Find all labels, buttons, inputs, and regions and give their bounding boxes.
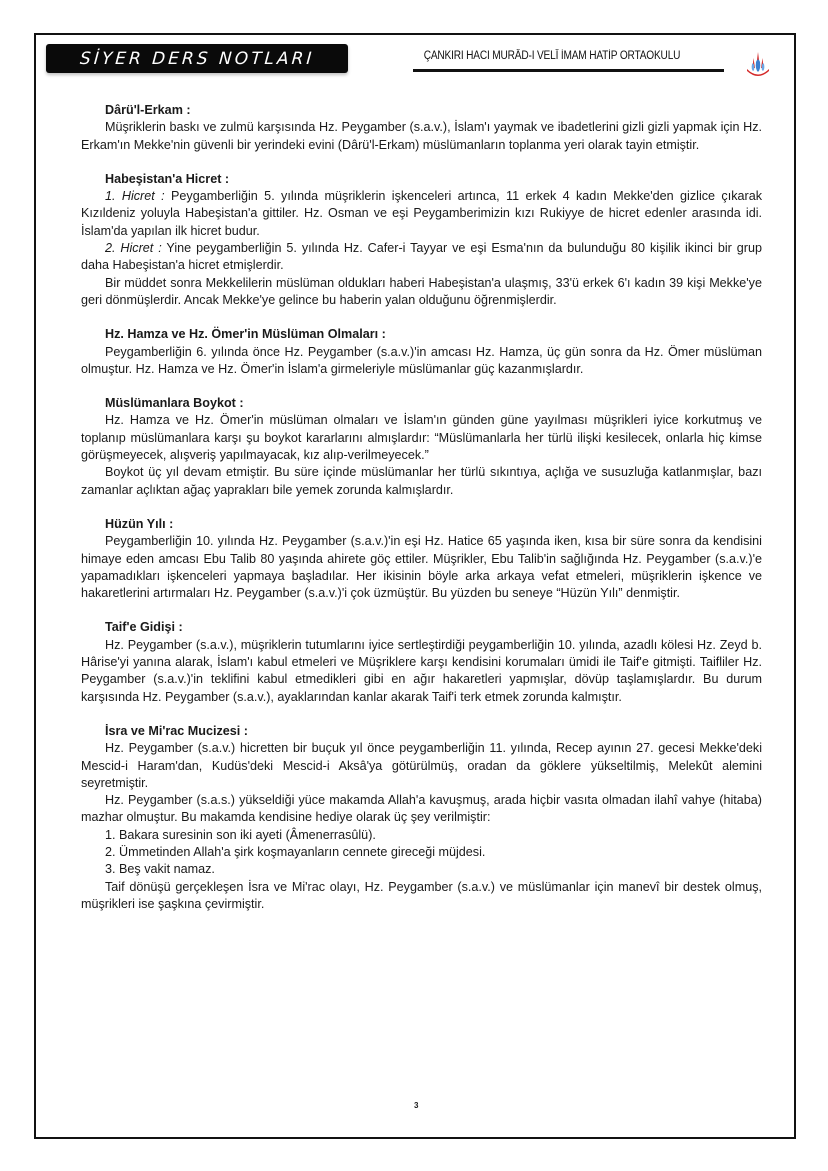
list-item: 1. Bakara suresinin son iki ayeti (Âmenerrasûlü). (105, 827, 376, 842)
page-number: 3 (414, 1101, 419, 1110)
paragraph: Boykot üç yıl devam etmiştir. Bu süre içinde müslümanlar her türlü sıkıntıya, açlığa ve susuzluğa katlanmışlar, bazı zamanlar açlıktan ağaç yaprakları bile yemek zorunda kalmışlardır. (81, 465, 762, 497)
section-huzun-yili (81, 516, 762, 602)
document-body (81, 102, 762, 930)
document-title-band (46, 44, 348, 73)
paragraph: Peygamberliğin 6. yılında önce Hz. Peygamber (s.a.v.)'in amcası Hz. Hamza, üç gün sonra da Hz. Ömer müslüman olmuştur. Hz. Hamza ve Hz. Ömer'in İslam'a girmeleriyle müslümanlar güç kazanmışlardır. (81, 344, 762, 376)
paragraph: 1. Hicret : Peygamberliğin 5. yılında müşriklerin işkenceleri artınca, 11 erkek 4 kadın Mekke'den gizlice çıkarak Kızıldeniz yoluyla Habeşistan'a gittiler. Hz. Osman ve eşi Peygamberimizin kızı Rukiyye de hicret edenler arasında idi. İslam'da yapılan ilk hicret budur. (81, 189, 763, 238)
paragraph: Müşriklerin baskı ve zulmü karşısında Hz. Peygamber (s.a.v.), İslam'ı yaymak ve ibadetlerini gizli gizli yapmak için Hz. Erkam'ın Mekke'nin güvenli bir yerindeki evini (Dârü'l-Erkam) müslümanların toplanma yeri olarak tayin etmiştir. (81, 120, 762, 152)
section-boykot (81, 395, 762, 499)
list-item: 3. Beş vakit namaz. (105, 862, 215, 877)
header-divider (413, 69, 724, 72)
section-heading: İsra ve Mi'rac Mucizesi : (105, 723, 248, 738)
section-isra-mirac (81, 723, 762, 913)
section-habesistan-hicret (81, 171, 762, 309)
section-heading: Hüzün Yılı : (105, 516, 174, 531)
paragraph: Hz. Peygamber (s.a.v.) hicretten bir buçuk yıl önce peygamberliğin 11. yılında, Recep ayının 27. gecesi Mekke'deki Mescid-i Haram'dan, Kudüs'deki Mescid-i Aksâ'ya götürülmüş, oradan da göklere yükseltilmiş, Melekût alemini seyretmiştir. (81, 741, 762, 790)
paragraph: Peygamberliğin 10. yılında Hz. Peygamber (s.a.v.)'in eşi Hz. Hatice 65 yaşında iken, kısa bir süre sonra da kendisini himaye eden amcası Ebu Talib 80 yaşında ahirete göç ettiler. Müşrikler, Ebu Talib'in sağlığında Hz. Peygamber (s.a.v.)'e yapamadıkları işkenceleri yapmaya başladılar. Her ikisinin böyle arka arkaya vefat etmeleri, müşriklerin işkence ve hakaretlerini artırmaları Hz. Peygamber (s.a.v.)'i çok üzmüştür. Bu yüzden bu seneye “Hüzün Yılı” denmiştir. (81, 534, 762, 601)
section-heading: Hz. Hamza ve Hz. Ömer'in Müslüman Olmaları : (105, 327, 386, 342)
first-hijra-label: 1. Hicret : (105, 189, 165, 204)
paragraph: Taif dönüşü gerçekleşen İsra ve Mi'rac olayı, Hz. Peygamber (s.a.v.) ve müslümanlar için manevî bir destek olmuş, müşrikleri ise şaşkına çevirmiştir. (81, 879, 762, 911)
paragraph: Bir müddet sonra Mekkelilerin müslüman oldukları haberi Habeşistan'a ulaşmış, 33'ü erkek 6'ı kadın 39 kişi Mekke'ye geri dönmüşlerdir. Ancak Mekke'ye gelince bu haberin yalan olduğunu öğrenmişlerdir. (81, 275, 762, 307)
paragraph: Hz. Hamza ve Hz. Ömer'in müslüman olmaları ve İslam'ın günden güne yayılması müşrikleri iyice korkutmuş ve toplanıp müslümanlara karşı şu boykot kararlarını almışlardır: “Müslümanlarla her türlü ilişki kesilecek, onlarla hiç kimse görüşmeyecek, alışveriş yapılmayacak, kız alıp-verilmeyecek.” (81, 413, 762, 463)
document-title: SİYER DERS NOTLARI (79, 48, 315, 69)
section-taif (81, 619, 762, 705)
school-flame-logo-icon (743, 50, 773, 80)
paragraph: Hz. Peygamber (s.a.v.), müşriklerin tutumlarını iyice sertleştirdiği peygamberliğin 10. yılında, azadlı kölesi Hz. Zeyd b. Hârise'yi yanına alarak, İslam'ı kabul etmeleri ve Müşriklere karşı kendisini korumaları ümidi ile Taif'e gitmişti. Taifliler Hz. Peygamber (s.a.v.)'in teklifini kabul etmedikleri gibi en ağır hakaretleri yapmışlar, dövüp taşlamışlardır. Bu durum karşısında Hz. Peygamber (s.a.v.), ayaklarından kanlar akarak Taif'i terk etmek zorunda kalmıştır. (81, 637, 762, 704)
paragraph: 2. Hicret : Yine peygamberliğin 5. yılında Hz. Cafer-i Tayyar ve eşi Esma'nın da bulunduğu 80 kişilik ikinci bir grup daha Habeşistan'a hicret etmişlerdir. (81, 241, 762, 273)
paragraph: Hz. Peygamber (s.a.s.) yükseldiği yüce makamda Allah'a kavuşmuş, arada hiçbir vasıta olmadan ilahî vahye (hitaba) mazhar olmuştur. Bu makamda kendisine hediye olarak üç şey verilmiştir: (81, 793, 762, 825)
section-darul-erkam (81, 102, 762, 154)
section-hamza-omer (81, 326, 762, 378)
section-heading: Taif'e Gidişi : (105, 620, 183, 635)
section-heading: Müslümanlara Boykot : (105, 396, 244, 411)
school-name: ÇANKIRI HACI MURÂD-I VELÎ İMAM HATİP ORTAOKULU (423, 50, 681, 62)
section-heading: Dârü'l-Erkam : (105, 103, 191, 117)
section-heading: Habeşistan'a Hicret : (105, 171, 230, 186)
list-item: 2. Ümmetinden Allah'a şirk koşmayanların cennete gireceği müjdesi. (105, 844, 486, 859)
second-hijra-label: 2. Hicret : (105, 241, 162, 256)
